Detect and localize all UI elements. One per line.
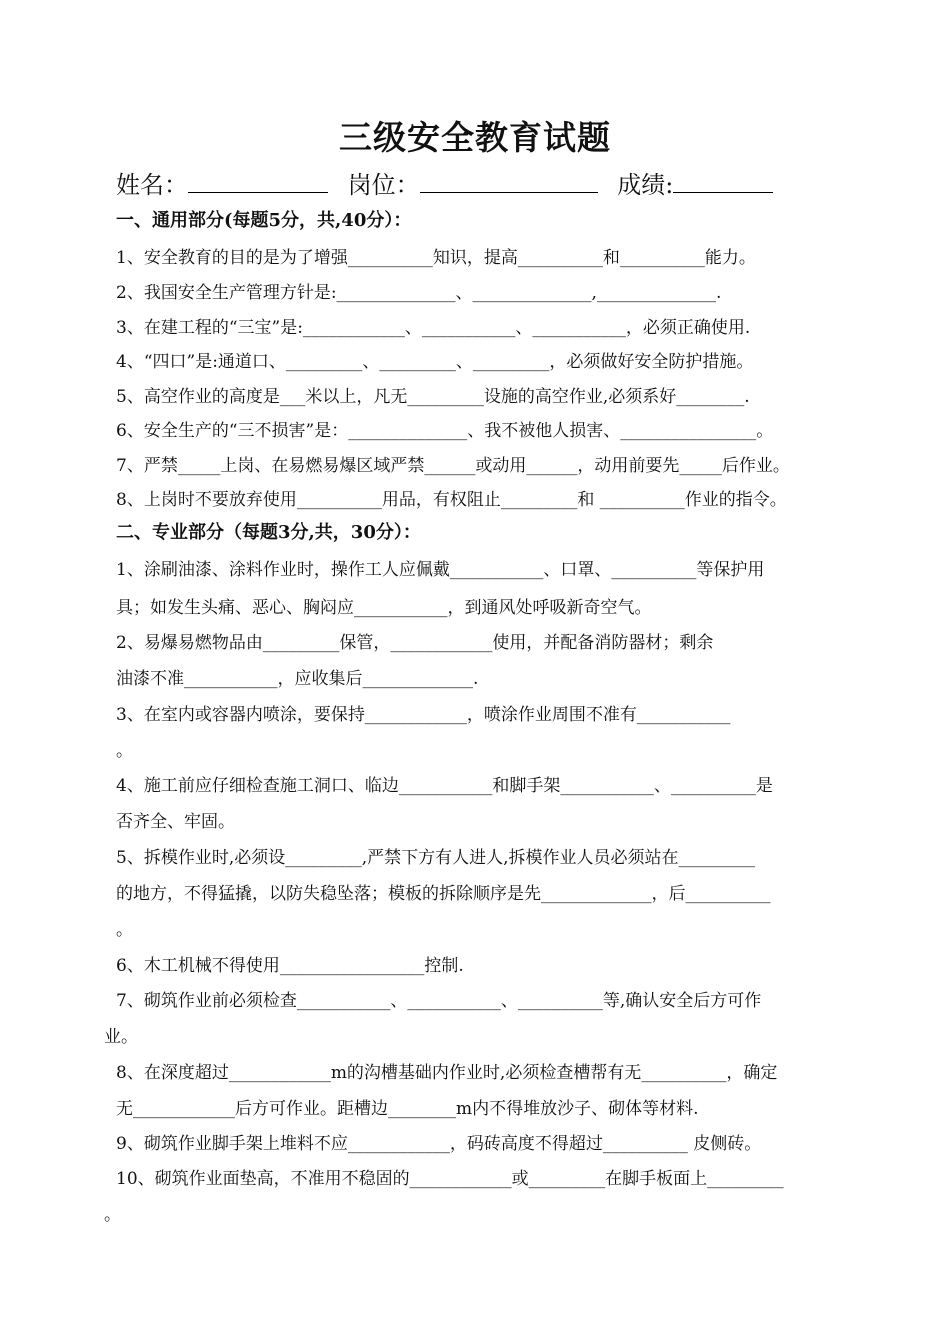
name-field[interactable]	[188, 170, 328, 193]
question-line: 7、严禁_____上岗、在易燃易爆区域严禁______或动用______，动用前要先_____后作业。	[116, 456, 790, 476]
question-line: 。	[116, 920, 133, 940]
question-line: 2、易爆易燃物品由_________保管，____________使用，并配备消防器材；剩余	[116, 633, 714, 653]
question-line: 8、在深度超过____________m的沟槽基础内作业时,必须检查槽帮有无__________，确定	[116, 1063, 778, 1083]
question-line: 5、高空作业的高度是___米以上，凡无_________设施的高空作业,必须系好________.	[116, 387, 750, 407]
question-line: 3、在室内或容器内喷涂，要保持____________，喷涂作业周围不准有___________	[116, 705, 731, 725]
question-line: 。	[116, 741, 133, 761]
question-line: 4、“四口”是:通道口、_________、_________、_________，必须做好安全防护措施。	[116, 352, 754, 372]
question-line: 3、在建工程的“三宝”是:____________、___________、___________，必须正确使用.	[116, 318, 751, 338]
question-line: 1、涂刷油漆、涂料作业时，操作工人应佩戴___________、口罩、__________等保护用	[116, 560, 765, 580]
question-line: 8、上岗时不要放弃使用__________用品，有权阻止_________和 __________作业的指令。	[116, 490, 787, 510]
page-title: 三级安全教育试题	[339, 118, 611, 157]
question-line: 业。	[104, 1027, 138, 1047]
question-line: 2、我国安全生产管理方针是:______________、______________,______________.	[116, 283, 722, 303]
question-line: 油漆不准___________，应收集后_____________.	[116, 669, 479, 689]
question-line: 9、砌筑作业脚手架上堆料不应____________，码砖高度不得超过__________ 皮侧砖。	[116, 1134, 762, 1154]
student-info-row	[116, 165, 773, 200]
question-line: 6、安全生产的“三不损害”是：______________、我不被他人损害、________________。	[116, 421, 774, 441]
question-line: 10、砌筑作业面垫高，不准用不稳固的____________或_________在脚手板面上_________	[116, 1169, 784, 1189]
question-line: 1、安全教育的目的是为了增强__________知识，提高__________和__________能力。	[116, 248, 756, 268]
score-field[interactable]	[673, 170, 773, 193]
question-line: 无____________后方可作业。距槽边________m内不得堆放沙子、砌体等材料.	[116, 1099, 699, 1119]
question-line: 4、施工前应仔细检查施工洞口、临边___________和脚手架___________、__________是	[116, 776, 773, 796]
name-label: 姓名：	[116, 171, 188, 199]
question-line: 的地方，不得猛撬，以防失稳坠落；模板的拆除顺序是先_____________，后__________	[116, 884, 771, 904]
question-line: 具；如发生头痛、恶心、胸闷应___________，到通风处呼吸新奇空气。	[116, 598, 652, 618]
question-line: 否齐全、牢固。	[116, 812, 235, 832]
question-line: 。	[104, 1205, 121, 1225]
score-label: 成绩:	[617, 171, 674, 199]
question-line: 6、木工机械不得使用_________________控制.	[116, 956, 464, 976]
position-label: 岗位：	[347, 171, 420, 199]
question-line: 7、砌筑作业前必须检查___________、___________、__________等,确认安全后方可作	[116, 991, 762, 1011]
position-field[interactable]	[420, 170, 598, 193]
question-line: 5、拆模作业时,必须设_________,严禁下方有人进人,拆模作业人员必须站在_________	[116, 848, 756, 868]
section2-heading: 二、专业部分（每题3分,共，30分）：	[116, 522, 421, 543]
section1-heading: 一、通用部分(每题5分，共,40分）：	[116, 210, 412, 231]
